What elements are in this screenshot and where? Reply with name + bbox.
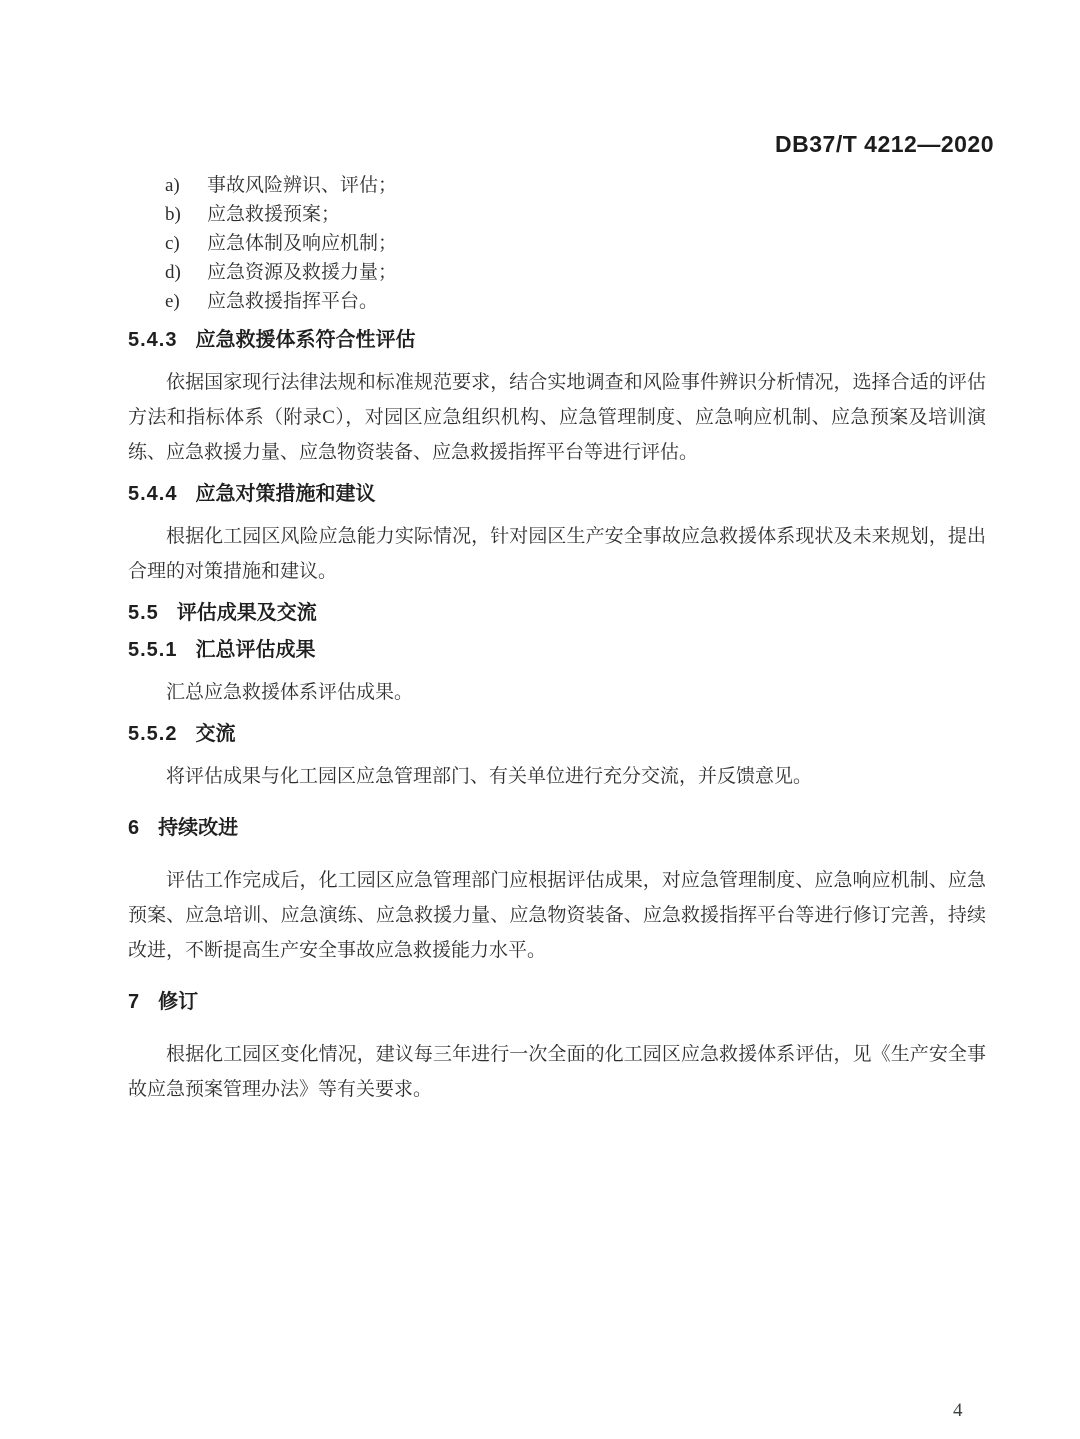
section [128,638,986,710]
paragraph: 根据化工园区风险应急能力实际情况，针对园区生产安全事故应急救援体系现状及未来规划，提出合理的对策措施和建议。 [128,526,986,582]
paragraph: 根据化工园区变化情况，建议每三年进行一次全面的化工园区应急救援体系评估，见《生产安全事故应急预案管理办法》等有关要求。 [128,1044,986,1100]
list-item-text: 应急救援指挥平台。 [207,291,379,312]
list-item-label: e) [165,291,180,312]
section-heading [128,722,986,747]
paragraph: 依据国家现行法律法规和标准规范要求，结合实地调查和风险事件辨识分析情况，选择合适的评估方法和指标体系（附录C），对园区应急组织机构、应急管理制度、应急响应机制、应急预案及培训演练、应急救援力量、应急物资装备、应急救援指挥平台等进行评估。 [128,372,986,463]
list-item-label: a) [165,175,180,196]
section-title: 应急救援体系符合性评估 [195,329,416,351]
section-heading [128,601,986,626]
paragraph: 评估工作完成后，化工园区应急管理部门应根据评估成果，对应急管理制度、应急响应机制、应急预案、应急培训、应急演练、应急救援力量、应急物资装备、应急救援指挥平台等进行修订完善，持续改进，不断提高生产安全事故应急救援能力水平。 [128,870,986,961]
section-heading [128,638,986,663]
list-item-text: 应急体制及响应机制； [207,233,398,254]
list-item [165,287,986,316]
list-item [165,229,986,258]
section-heading [128,482,986,507]
section-title: 修订 [158,991,199,1013]
list-item-text: 应急救援预案； [207,204,341,225]
list-item-text: 事故风险辨识、评估； [207,175,398,196]
paragraph: 将评估成果与化工园区应急管理部门、有关单位进行充分交流，并反馈意见。 [166,766,813,787]
section-number: 5.4.4 [128,483,178,505]
section-number: 7 [128,991,141,1013]
section [128,328,986,470]
list-item-label: d) [165,262,181,283]
section-number: 5.5 [128,602,159,624]
page-number: 4 [953,1400,963,1421]
list-item [165,258,986,287]
paragraph: 汇总应急救援体系评估成果。 [166,682,414,703]
section-title: 评估成果及交流 [176,602,317,624]
list-item-label: c) [165,233,180,254]
list-item-label: b) [165,204,181,225]
section-heading [128,328,986,353]
section-number: 5.5.2 [128,723,178,745]
section-number: 6 [128,817,141,839]
standard-code-header: DB37/T 4212—2020 [775,131,994,157]
sections [128,328,986,1107]
section-title: 持续改进 [158,817,239,839]
page-content [128,171,986,1107]
list-item [165,171,986,200]
section [128,482,986,589]
section-heading [128,816,986,841]
list-item [165,200,986,229]
section [128,816,986,968]
section-number: 5.5.1 [128,639,178,661]
section-title: 汇总评估成果 [195,639,316,661]
section [128,722,986,794]
lettered-list [165,171,986,316]
section [128,601,986,626]
section-title: 应急对策措施和建议 [195,483,376,505]
list-item-text: 应急资源及救援力量； [207,262,398,283]
section-title: 交流 [195,723,236,745]
section-heading [128,990,986,1015]
section-number: 5.4.3 [128,329,178,351]
section [128,990,986,1107]
